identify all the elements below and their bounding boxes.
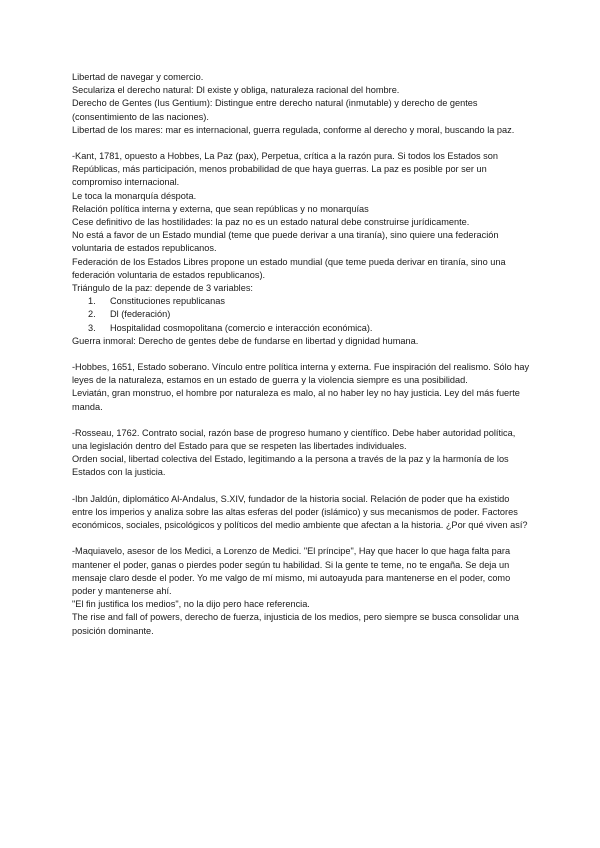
triangle-list (72, 295, 532, 335)
list-number: 3. (88, 322, 96, 333)
text-line: Orden social, libertad colectiva del Estado, legitimando a la persona a través de la paz y la harmonía de los Estados con la justicia. (72, 454, 509, 478)
text-line: Triángulo de la paz: depende de 3 variables: (72, 283, 253, 294)
text-line: Le toca la monarquía déspota. (72, 190, 197, 201)
list-item (88, 295, 532, 308)
text-line: The rise and fall of powers, derecho de fuerza, injusticia de los medios, pero siempre se busca consolidar una posición dominante. (72, 612, 519, 636)
list-number: 1. (88, 296, 96, 307)
text-line: Guerra inmoral: Derecho de gentes debe de fundarse en libertad y dignidad humana. (72, 335, 419, 346)
text-line: Relación política interna y externa, que sean repúblicas y no monarquías (72, 203, 369, 214)
text-line: No está a favor de un Estado mundial (teme que puede derivar a una tiranía), sino quiere una federación voluntaria de estados republicanos. (72, 230, 499, 254)
paragraph-rosseau: -Rosseau, 1762. Contrato social, razón base de progreso humano y científico. Debe haber autoridad política, una legislación dentro del Estado para que se respeten las libertades individuales. (72, 427, 516, 452)
text-line: Leviatán, gran monstruo, el hombre por naturaleza es malo, al no haber ley no hay justicia. Ley del más fuerte manda. (72, 388, 520, 412)
paragraph-hobbes: -Hobbes, 1651, Estado soberano. Vínculo entre política interna y externa. Fue inspiración del realismo. Sólo hay leyes de la naturaleza, estamos en un estado de guerra y la violencia siempre es una posibilidad. (72, 362, 530, 386)
list-text: Hospitalidad cosmopolitana (comercio e interacción económica). (110, 322, 373, 333)
document-body (72, 71, 532, 638)
list-item (88, 322, 532, 335)
paragraph-kant: -Kant, 1781, opuesto a Hobbes, La Paz (pax), Perpetua, crítica a la razón pura. Si todos los Estados son Repúblicas, más participación, menos probabilidad de que haya guerras. La paz es posible por ser un compromiso internacional. (72, 151, 498, 188)
list-item (88, 308, 532, 321)
text-line: Cese definitivo de las hostilidades: la paz no es un estado natural debe construirse jurídicamente. (72, 217, 470, 228)
paragraph-maquiavelo: -Maquiavelo, asesor de los Medici, a Lorenzo de Medici. "El príncipe", Hay que hacer lo que haga falta para mantener el poder, ganas o pierdes poder según tu habilidad. Si la gente te teme, no te engaña. Se deja un mensaje claro desde el poder. Yo me valgo de mí mismo, mi autoayuda para mantenerse en el poder, como poder y mantenerse ahí. (72, 546, 511, 596)
list-number: 2. (88, 309, 96, 320)
text-line: Libertad de los mares: mar es internacional, guerra regulada, conforme al derecho y moral, buscando la paz. (72, 124, 515, 135)
list-text: Constituciones republicanas (110, 296, 225, 307)
text-line: Libertad de navegar y comercio. (72, 72, 204, 82)
text-line: "El fin justifica los medios", no la dijo pero hace referencia. (72, 599, 310, 610)
text-line: Derecho de Gentes (Ius Gentium): Distingue entre derecho natural (inmutable) y derecho de gentes (consentimiento de las naciones). (72, 98, 478, 122)
list-text: Dl (federación) (110, 309, 171, 320)
text-line: Federación de los Estados Libres propone un estado mundial (que teme pueda derivar en tiranía, sino una federación voluntaria de estados republicanos). (72, 256, 506, 280)
text-line: Seculariza el derecho natural: Dl existe y obliga, naturaleza racional del hombre. (72, 85, 400, 96)
paragraph-ibn-jaldun: -Ibn Jaldún, diplomático Al-Andalus, S.XIV, fundador de la historia social. Relación de poder que ha existido entre los imperios y analiza sobre las altas esferas del poder (islámico) y sus mecanismos de poder. Factores económicos, sociales, psicológicos y políticos del medio ambiente que afectan a la historia. ¿Por qué viven así? (72, 493, 528, 531)
